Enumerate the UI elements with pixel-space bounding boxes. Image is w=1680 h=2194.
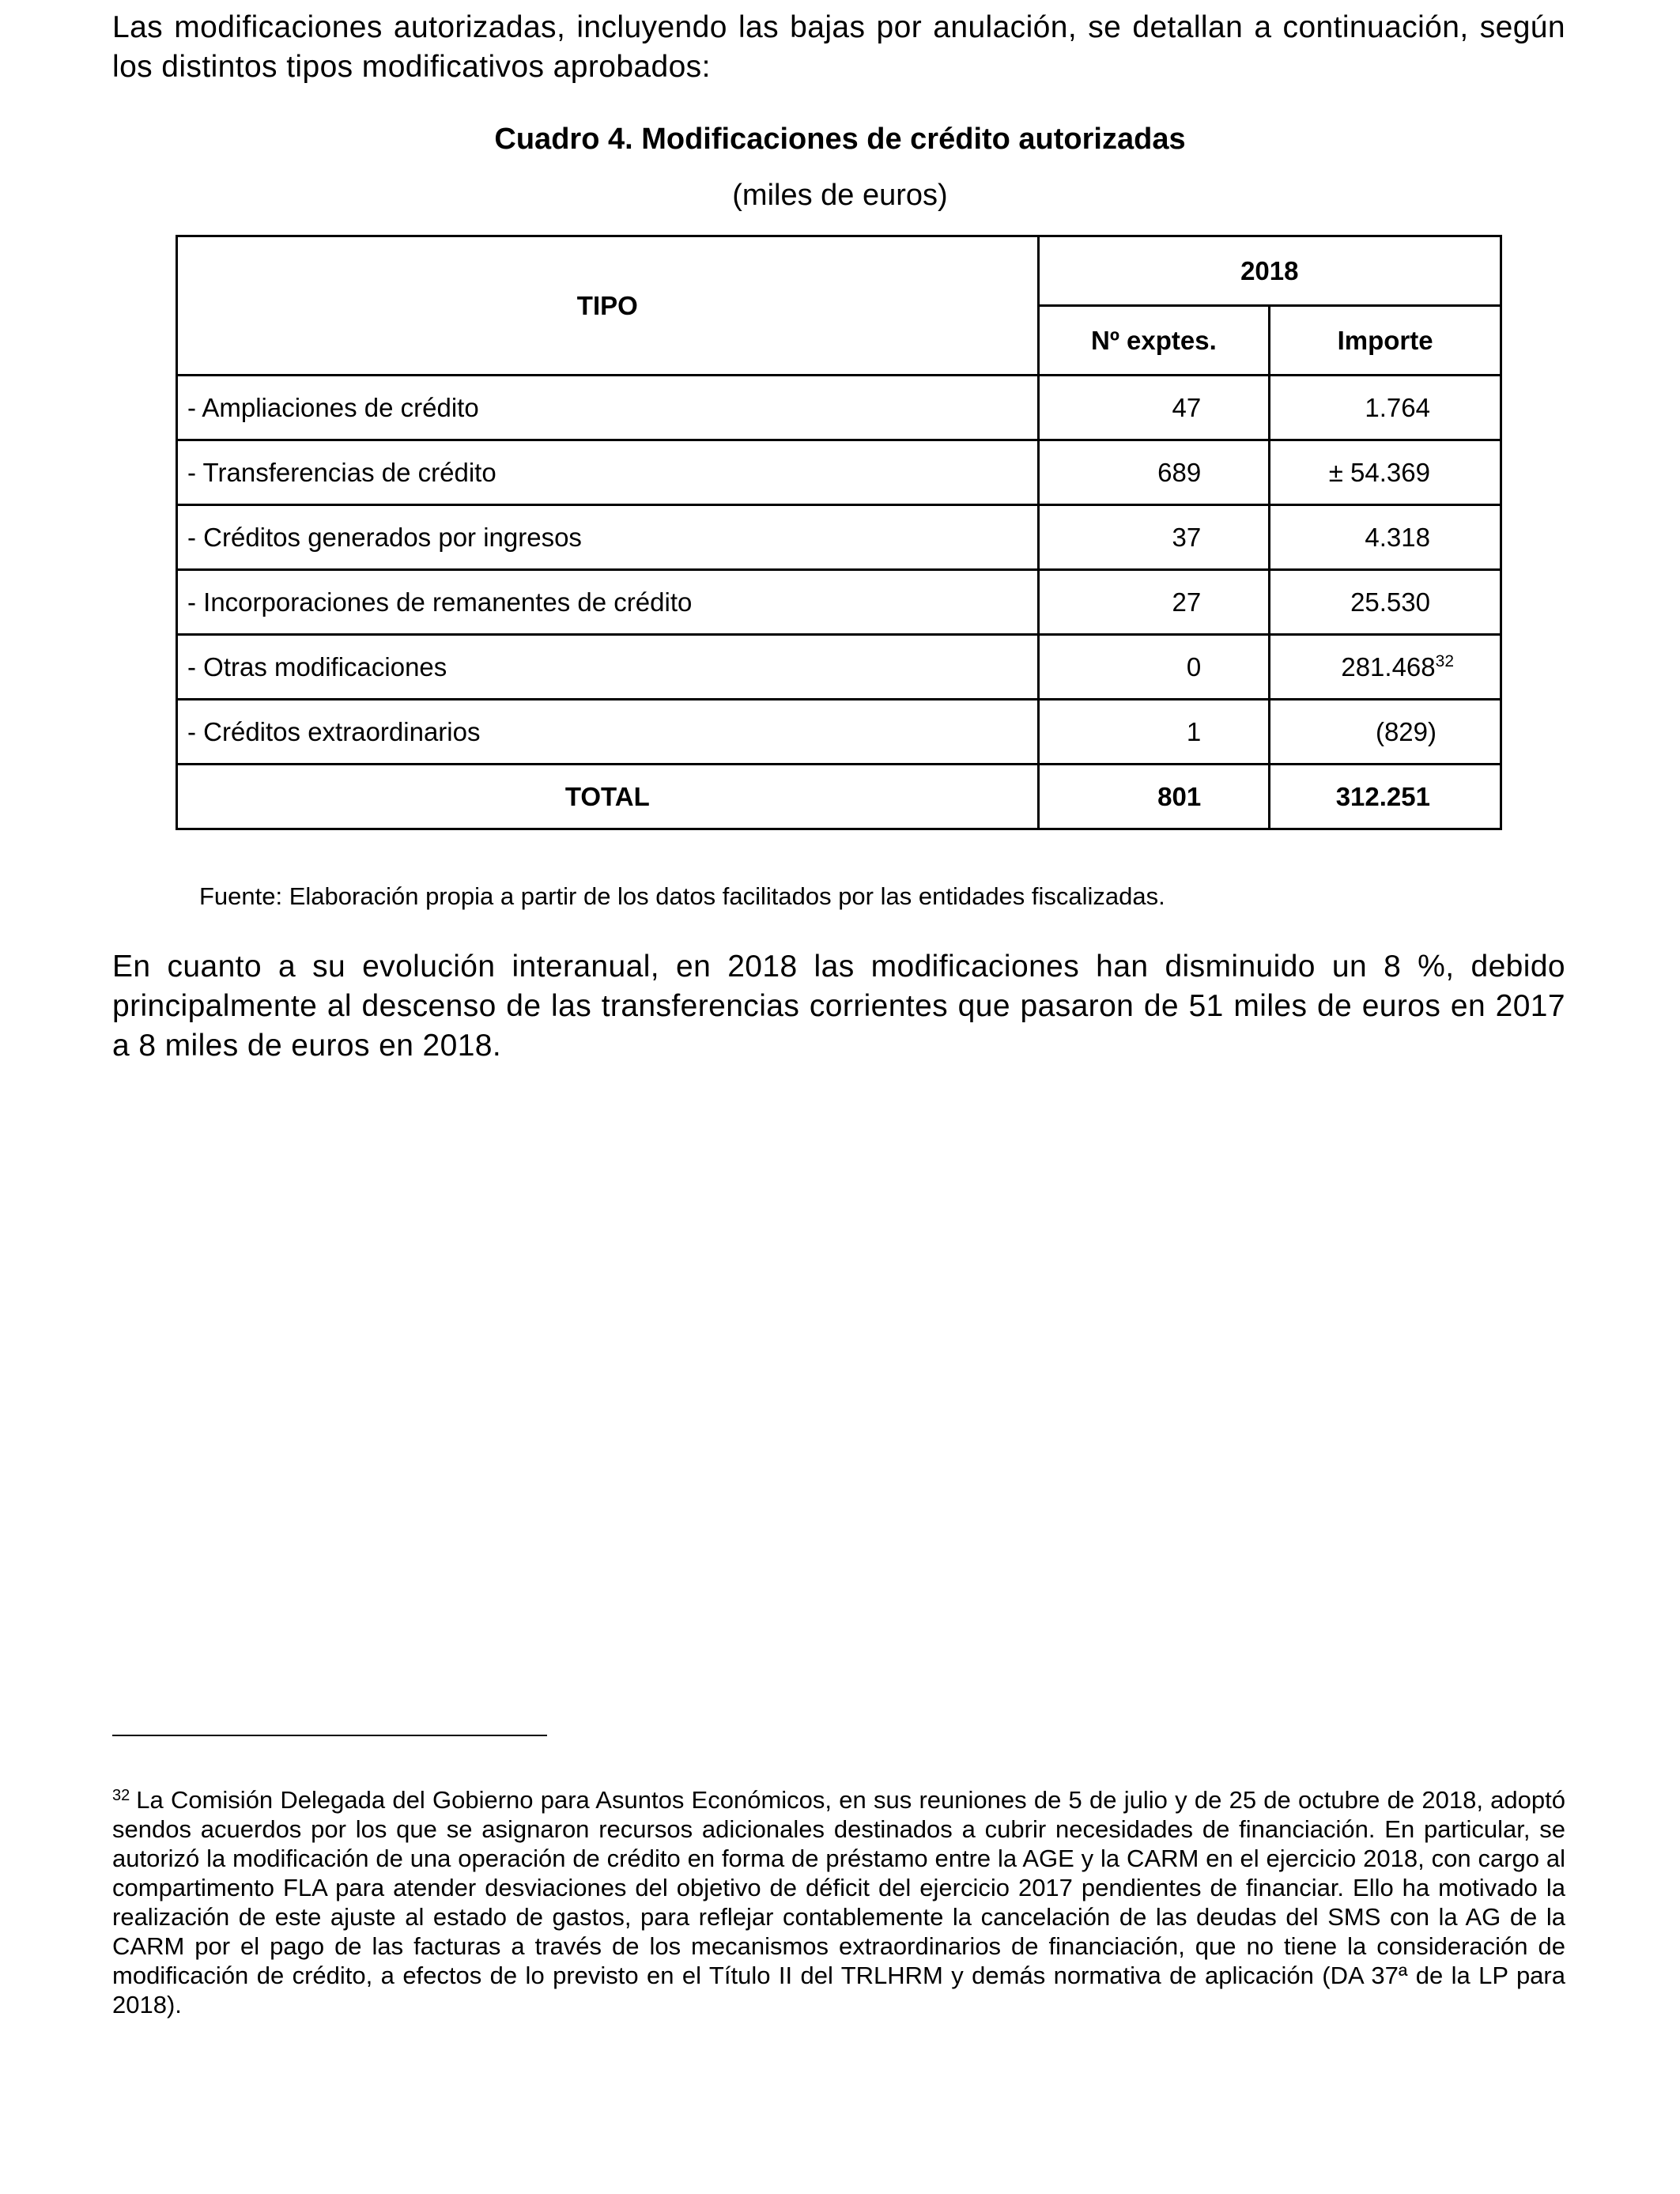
table-header-row <box>177 236 1501 306</box>
footnote-reference[interactable]: 32 <box>1435 651 1454 670</box>
row-n-exptes: 0 <box>1038 635 1270 700</box>
row-importe: (829) <box>1270 700 1501 765</box>
row-importe: 25.530 <box>1270 570 1501 635</box>
row-label: - Incorporaciones de remanentes de crédito <box>177 570 1039 635</box>
total-n-exptes: 801 <box>1038 765 1270 829</box>
table-row <box>177 376 1501 440</box>
row-importe-with-note <box>1270 635 1501 700</box>
table-source: Fuente: Elaboración propia a partir de los datos facilitados por las entidades fiscalizadas. <box>199 882 1165 910</box>
row-label: - Transferencias de crédito <box>177 440 1039 505</box>
row-importe: 281.468 <box>1341 651 1436 682</box>
table-row <box>177 440 1501 505</box>
row-importe: ± 54.369 <box>1270 440 1501 505</box>
row-label: - Créditos extraordinarios <box>177 700 1039 765</box>
footnote-separator <box>112 1735 547 1736</box>
table-row <box>177 635 1501 700</box>
header-tipo: TIPO <box>177 236 1039 376</box>
row-importe: 4.318 <box>1270 505 1501 570</box>
total-label: TOTAL <box>177 765 1039 829</box>
row-label: - Ampliaciones de crédito <box>177 376 1039 440</box>
table-total-row <box>177 765 1501 829</box>
footnote-number: 32 <box>112 1787 130 1804</box>
row-label: - Otras modificaciones <box>177 635 1039 700</box>
header-year: 2018 <box>1038 236 1501 306</box>
header-n-exptes: Nº exptes. <box>1038 306 1270 376</box>
modifications-table <box>176 235 1502 830</box>
row-n-exptes: 1 <box>1038 700 1270 765</box>
row-n-exptes: 689 <box>1038 440 1270 505</box>
row-label: - Créditos generados por ingresos <box>177 505 1039 570</box>
header-importe: Importe <box>1270 306 1501 376</box>
row-importe: 1.764 <box>1270 376 1501 440</box>
row-n-exptes: 47 <box>1038 376 1270 440</box>
table-subtitle: (miles de euros) <box>732 179 948 212</box>
row-n-exptes: 37 <box>1038 505 1270 570</box>
footnote-text: La Comisión Delegada del Gobierno para Asuntos Económicos, en sus reuniones de 5 de julio y de 25 de octubre de 2018, adoptó sendos acuerdos por los que se asignaron recursos adicionales destinados a cubrir necesidades de financiación. En particular, se autorizó la modificación de una operación de crédito en forma de préstamo entre la AGE y la CARM en el ejercicio 2018, con cargo al compartimento FLA para atender desviaciones del objetivo de déficit del ejercicio 2017 pendientes de financiar. Ello ha motivado la realización de este ajuste al estado de gastos, para reflejar contablemente la cancelación de las deudas del SMS con la AG de la CARM por el pago de las facturas a través de los mecanismos extraordinarios de financiación, que no tiene la consideración de modificación de crédito, a efectos de lo previsto en el Título II del TRLHRM y demás normativa de aplicación (DA 37ª de la LP para 2018). <box>112 1786 1565 2018</box>
intro-paragraph: Las modificaciones autorizadas, incluyendo las bajas por anulación, se detallan a continuación, según los distintos tipos modificativos aprobados: <box>112 10 1565 84</box>
table-row <box>177 505 1501 570</box>
footnote-32 <box>112 1785 1565 2019</box>
evolution-paragraph: En cuanto a su evolución interanual, en 2018 las modificaciones han disminuido un 8 %, debido principalmente al descenso de las transferencias corrientes que pasaron de 51 miles de euros en 2017 a 8 miles de euros en 2018. <box>112 950 1565 1063</box>
total-importe: 312.251 <box>1270 765 1501 829</box>
table-row <box>177 570 1501 635</box>
table-row <box>177 700 1501 765</box>
table-title: Cuadro 4. Modificaciones de crédito autorizadas <box>494 123 1186 156</box>
row-n-exptes: 27 <box>1038 570 1270 635</box>
